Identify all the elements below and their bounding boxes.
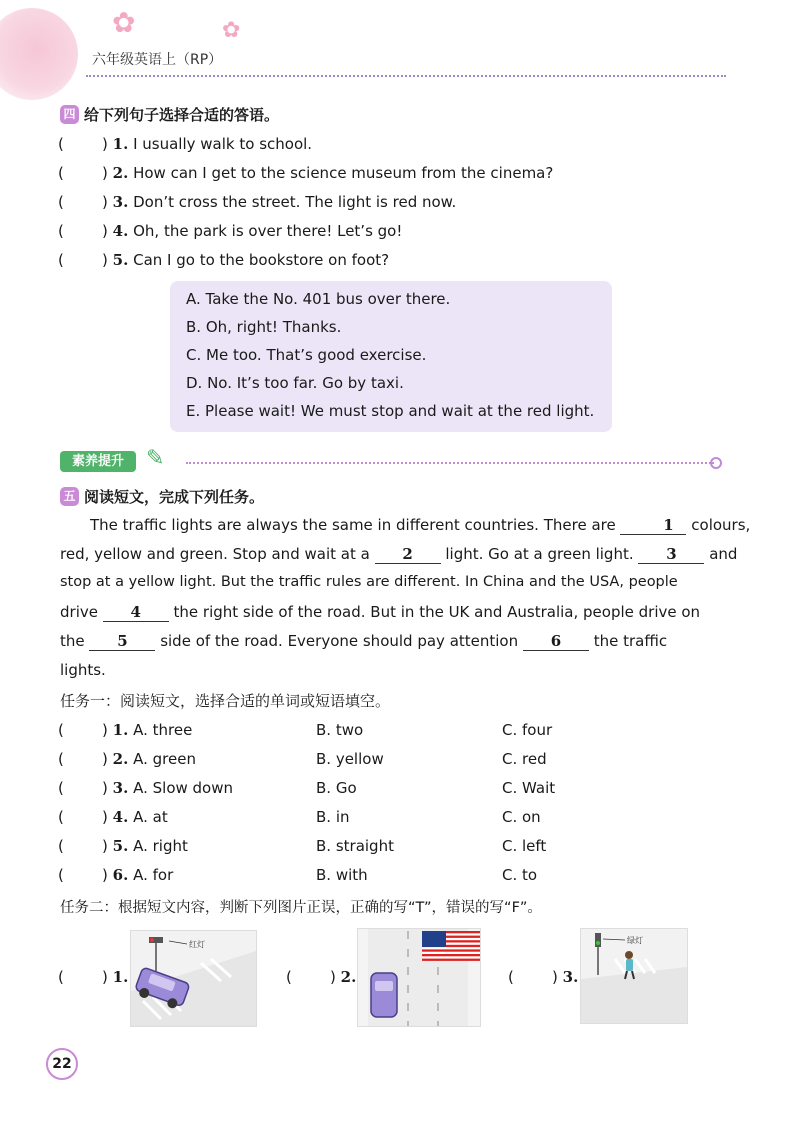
passage-blank: 6 bbox=[523, 632, 589, 651]
picture-question: ( ) 2. bbox=[286, 968, 357, 986]
task-title: 任务二：根据短文内容，判断下列图片正误，正确的写“T”，错误的写“F”。 bbox=[60, 900, 542, 916]
answer-blank[interactable]: ) bbox=[102, 222, 108, 240]
choice-option-b: B. Go bbox=[316, 779, 357, 797]
question-row: ( ) 1. I usually walk to school. bbox=[58, 135, 313, 153]
answer-blank[interactable]: ) bbox=[552, 968, 558, 986]
passage-line: The traffic lights are always the same in different countries. There are 1 colours, bbox=[90, 516, 751, 534]
page-header-title: 六年级英语上（RP） bbox=[92, 52, 223, 68]
answer-blank[interactable]: ) bbox=[102, 721, 108, 739]
answer-blank[interactable]: ) bbox=[102, 808, 108, 826]
choice-option-c: C. left bbox=[502, 837, 547, 855]
picture-usa-road bbox=[357, 928, 481, 1027]
choice-option-c: C. on bbox=[502, 808, 541, 826]
passage-line: red, yellow and green. Stop and wait at a 2 light. Go at a green light. 3 and bbox=[60, 545, 738, 563]
page-number: 22 bbox=[46, 1048, 78, 1080]
passage-blank: 5 bbox=[89, 632, 155, 651]
choice-row: ( ) 4. A. at bbox=[58, 808, 168, 826]
answer-blank[interactable]: ) bbox=[102, 750, 108, 768]
passage-blank: 3 bbox=[638, 545, 704, 564]
header-decoration bbox=[0, 8, 78, 100]
section-title: 阅读短文，完成下列任务。 bbox=[84, 488, 265, 506]
passage-blank: 4 bbox=[103, 603, 169, 622]
choice-option-c: C. Wait bbox=[502, 779, 556, 797]
section-title: 给下列句子选择合适的答语。 bbox=[84, 106, 280, 124]
passage-blank: 2 bbox=[375, 545, 441, 564]
passage-line: stop at a yellow light. But the traffic rules are different. In China and the USA, people bbox=[60, 574, 678, 590]
answer-blank[interactable]: ) bbox=[102, 251, 108, 269]
option-item: B. Oh, right! Thanks. bbox=[186, 318, 342, 336]
passage-line: the 5 side of the road. Everyone should pay attention 6 the traffic bbox=[60, 632, 668, 650]
pencil-icon: ✎ bbox=[146, 446, 165, 471]
answer-blank[interactable]: ) bbox=[102, 164, 108, 182]
picture-caption: 红灯 bbox=[189, 940, 205, 949]
choice-option-c: C. red bbox=[502, 750, 547, 768]
option-item: C. Me too. That’s good exercise. bbox=[186, 346, 427, 364]
passage-blank: 1 bbox=[620, 516, 686, 535]
section-badge: 五 bbox=[60, 487, 79, 506]
question-row: ( ) 4. Oh, the park is over there! Let’s go! bbox=[58, 222, 403, 240]
flower-icon: ✿ bbox=[112, 6, 136, 39]
picture-question: ( ) 1. bbox=[58, 968, 129, 986]
choice-option-b: B. yellow bbox=[316, 750, 384, 768]
usa-flag-icon bbox=[422, 931, 480, 961]
flower-icon: ✿ bbox=[222, 18, 241, 43]
answer-blank[interactable]: ) bbox=[102, 866, 108, 884]
question-row: ( ) 5. Can I go to the bookstore on foot? bbox=[58, 251, 390, 269]
section-badge: 四 bbox=[60, 105, 79, 124]
picture-green-light-crossing bbox=[580, 928, 688, 1024]
choice-row: ( ) 2. A. green bbox=[58, 750, 196, 768]
passage-line: lights. bbox=[60, 661, 106, 679]
answer-blank[interactable]: ) bbox=[102, 193, 108, 211]
question-row: ( ) 2. How can I get to the science museum from the cinema? bbox=[58, 164, 554, 182]
section-banner: 素养提升 bbox=[60, 451, 136, 472]
banner-divider bbox=[186, 462, 714, 464]
choice-row: ( ) 1. A. three bbox=[58, 721, 193, 739]
option-item: D. No. It’s too far. Go by taxi. bbox=[186, 374, 404, 392]
answer-blank[interactable]: ) bbox=[330, 968, 336, 986]
choice-row: ( ) 3. A. Slow down bbox=[58, 779, 234, 797]
choice-option-b: B. straight bbox=[316, 837, 394, 855]
choice-option-c: C. four bbox=[502, 721, 553, 739]
choice-option-b: B. two bbox=[316, 721, 364, 739]
option-item: A. Take the No. 401 bus over there. bbox=[186, 290, 451, 308]
option-item: E. Please wait! We must stop and wait at the red light. bbox=[186, 402, 595, 420]
picture-red-light-car bbox=[130, 930, 257, 1027]
choice-row: ( ) 5. A. right bbox=[58, 837, 188, 855]
passage-line: drive 4 the right side of the road. But in the UK and Australia, people drive on bbox=[60, 603, 701, 621]
choice-option-b: B. in bbox=[316, 808, 350, 826]
task-title: 任务一：阅读短文，选择合适的单词或短语填空。 bbox=[60, 692, 391, 710]
answer-blank[interactable]: ) bbox=[102, 779, 108, 797]
divider-end-icon bbox=[710, 457, 722, 469]
choice-option-b: B. with bbox=[316, 866, 368, 884]
answer-blank[interactable]: ) bbox=[102, 837, 108, 855]
question-row: ( ) 3. Don’t cross the street. The light is red now. bbox=[58, 193, 457, 211]
picture-caption: 绿灯 bbox=[627, 936, 643, 945]
answer-blank[interactable]: ) bbox=[102, 135, 108, 153]
choice-option-c: C. to bbox=[502, 866, 538, 884]
choice-row: ( ) 6. A. for bbox=[58, 866, 174, 884]
answer-blank[interactable]: ) bbox=[102, 968, 108, 986]
picture-question: ( ) 3. bbox=[508, 968, 579, 986]
header-divider bbox=[86, 75, 726, 77]
